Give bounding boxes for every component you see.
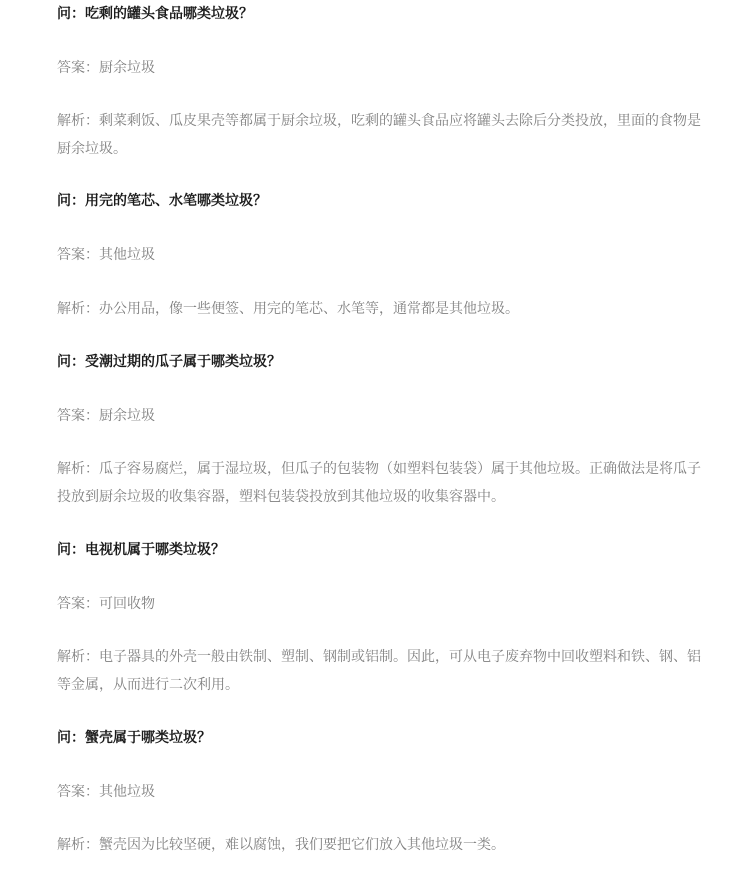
explanation-1: 解析：剩菜剩饭、瓜皮果壳等都属于厨余垃圾，吃剩的罐头食品应将罐头去除后分类投放，里面的食物是厨余垃圾。 [57, 113, 701, 157]
explanation-4: 解析：电子器具的外壳一般由铁制、塑制、钢制或铝制。因此，可从电子废弃物中回收塑料和铁、钢、铝等金属，从而进行二次利用。 [57, 649, 701, 693]
question-5: 问：蟹壳属于哪类垃圾？ [57, 730, 211, 746]
question-3: 问：受潮过期的瓜子属于哪类垃圾？ [57, 354, 281, 370]
answer-3: 答案：厨余垃圾 [57, 408, 155, 424]
answer-1: 答案：厨余垃圾 [57, 60, 155, 76]
explanation-2: 解析：办公用品，像一些便签、用完的笔芯、水笔等，通常都是其他垃圾。 [57, 301, 519, 317]
explanation-5: 解析：蟹壳因为比较坚硬，难以腐蚀，我们要把它们放入其他垃圾一类。 [57, 837, 505, 853]
answer-5: 答案：其他垃圾 [57, 784, 155, 800]
answer-2: 答案：其他垃圾 [57, 247, 155, 263]
question-1: 问：吃剩的罐头食品哪类垃圾？ [57, 6, 253, 22]
question-2: 问：用完的笔芯、水笔哪类垃圾？ [57, 193, 267, 209]
question-4: 问：电视机属于哪类垃圾？ [57, 542, 225, 558]
answer-4: 答案：可回收物 [57, 596, 155, 612]
explanation-3: 解析：瓜子容易腐烂，属于湿垃圾，但瓜子的包装物（如塑料包装袋）属于其他垃圾。正确做法是将瓜子投放到厨余垃圾的收集容器，塑料包装袋投放到其他垃圾的收集容器中。 [57, 461, 701, 505]
